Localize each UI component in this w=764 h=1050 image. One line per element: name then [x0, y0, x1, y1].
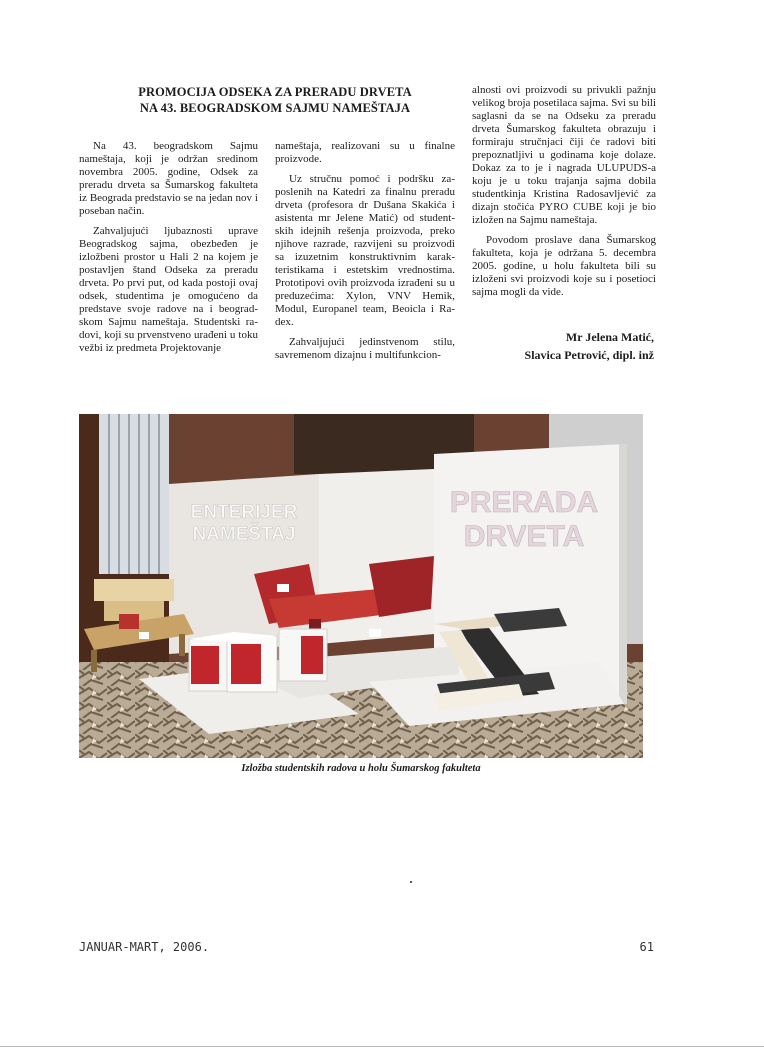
stand-panel-left — [169, 474, 319, 654]
author-signature — [525, 328, 654, 364]
paragraph: Na 43. beogradskom Sajmu nameštaja, koji je održan sredinom novembra 2005. godine, Odsek za preradu drveta sa Šumarskog fakulteta iz Beograda predstavio se na jedan nov i poseban način. — [79, 140, 258, 217]
author-2: Slavica Petrović, dipl. inž — [524, 348, 654, 362]
author-1: Mr Jelena Matić, — [565, 330, 654, 344]
paragraph: nameštaja, realizovani su u finalne proizvode. — [275, 140, 455, 165]
issue-label: JANUAR-MART, 2006. — [79, 940, 210, 954]
exhibition-photo — [79, 414, 643, 758]
shelf-furniture — [94, 579, 174, 601]
sign-left-line2: NAMEŠTAJ — [192, 524, 296, 545]
text-column-1 — [79, 140, 258, 362]
photo-caption: Izložba studentskih radova u holu Šumarskog fakulteta — [241, 763, 481, 774]
paragraph: Uz stručnu pomoć i podršku zaposlenih na Katedri za finalnu preradu drveta (profesora dr Dušana Skakića i asistenta mr Jelene Matić) od studentskih idejnih rešenja proizvoda, preko njihove razrade, razvijeni su proizvodi sa izuzetnim konstruktivnim karakteristikama i estetskim vrednostima. Prototipovi ovih proizvoda izrađeni su u preduzećima: Xylon, VNV Hemik, Modul, Europanel team, Beoicla i Radex. — [275, 173, 455, 328]
paragraph: Povodom proslave dana Šumarskog fakulteta, koja je održana 5. decembra 2005. godine, u holu fakulteta bili su izloženi svi proizvodi koje su i posetioci sajma mogli da vide. — [472, 234, 656, 298]
title-line-1: PROMOCIJA ODSEKA ZA PRERADU DRVETA — [138, 85, 412, 99]
sign-right-line1: PRERADA — [449, 486, 599, 519]
paragraph: Zahvaljujući ljubaznosti uprave Beogradskog sajma, obezbeđen je izložbeni prostor u Hali 2 na kojem je postavljen štand Odseka za preradu drveta. Po prvi put, od kada postoji ovaj odsek, studentima je omogućeno da predstave svoje radove na i beogradskom Sajmu nameštaja. Studentski radovi, koji su prvenstveno urađeni u toku vežbi iz predmeta Projektovanje — [79, 225, 258, 354]
speck — [410, 881, 412, 883]
sign-right-line2: DRVETA — [463, 520, 585, 553]
paragraph: Zahvaljujući jedinstvenom stilu, savremenom dizajnu i multifunkcion- — [275, 336, 455, 361]
scan-edge-line — [0, 1046, 764, 1047]
paragraph: alnosti ovi proizvodi su privukli pažnju velikog broja posetilaca sajma. Svi su bili saglasni da se na Odseku za preradu drveta Šumarskog fakulteta obrazuju i formiraju stručnjaci čiji će radovi biti prepoznatljivi u godinama koje dolaze. Dokaz za to je i nagrada ULUPUDS-a koju je u toku trajanja sajma dobila studentkinja Kristina Radosavljević za dizajn stočića PYRO CUBE koji je bio izložen na Sajmu nameštaja. — [472, 84, 656, 226]
article-title — [110, 84, 440, 116]
title-line-2: NA 43. BEOGRADSKOM SAJMU NAMEŠTAJA — [139, 101, 411, 115]
text-column-2 — [275, 140, 455, 369]
sign-left-line1: ENTERIJER — [190, 502, 298, 523]
page-number: 61 — [639, 940, 654, 954]
text-column-3 — [472, 84, 656, 306]
